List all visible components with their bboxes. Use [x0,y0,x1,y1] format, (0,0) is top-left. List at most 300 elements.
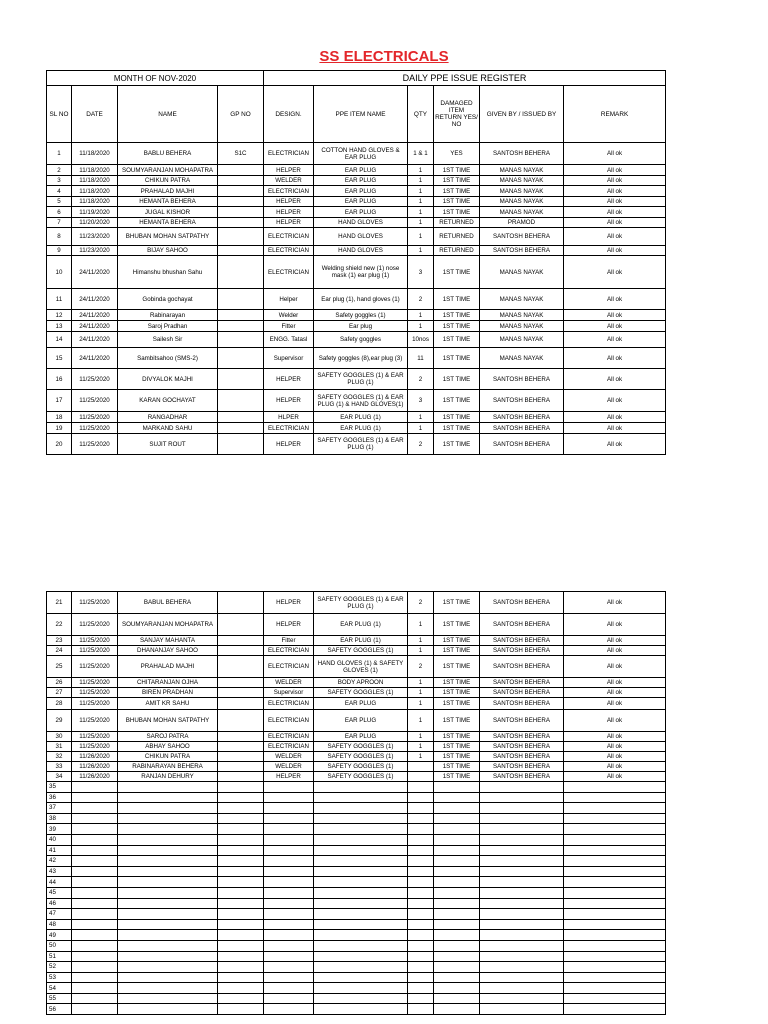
table-cell: SANTOSH BEHERA [480,688,564,698]
table-cell [564,887,666,898]
table-cell: 11/25/2020 [72,390,118,412]
table-cell: 20 [47,434,72,455]
table-cell: Safety goggles (1) [314,310,408,321]
table-cell: SAFETY GOGGLES (1) & EAR PLUG (1) [314,592,408,614]
table-cell: All ok [564,698,666,710]
table-cell: WELDER [264,762,314,772]
table-cell: 1 [408,710,434,732]
table-cell [72,1004,118,1015]
table-cell [218,614,264,636]
table-cell: 1 [408,207,434,218]
table-cell: 11/26/2020 [72,772,118,782]
table-cell: 1ST TIME [434,434,480,455]
table-cell: All ok [564,186,666,197]
table-cell [264,962,314,973]
table-cell: EAR PLUG [314,186,408,197]
table-cell: 1 [408,218,434,228]
table-cell: 54 [47,983,72,994]
table-cell [218,972,264,983]
table-cell [408,1004,434,1015]
table-cell: 4 [47,186,72,197]
table-cell: 1 [408,646,434,656]
table-cell: All ok [564,256,666,289]
table-cell: 1ST TIME [434,636,480,646]
table-cell: Ear plug [314,321,408,332]
empty-table-row [47,972,666,983]
table-cell: 1ST TIME [434,369,480,390]
table-cell [264,940,314,951]
table-cell [564,898,666,909]
table-row [47,228,666,246]
table-cell [564,845,666,856]
table-cell [408,824,434,835]
table-cell: EAR PLUG [314,732,408,742]
table-cell: Helper [264,289,314,310]
table-cell: 1ST TIME [434,732,480,742]
table-cell: 5 [47,197,72,207]
table-cell [408,940,434,951]
table-cell [480,909,564,920]
table-cell: WELDER [264,176,314,186]
table-cell: 1ST TIME [434,412,480,423]
table-cell: SANTOSH BEHERA [480,614,564,636]
table-cell: 43 [47,866,72,877]
empty-table-row [47,951,666,962]
table-cell [218,369,264,390]
table-cell: 56 [47,1004,72,1015]
table-cell: 32 [47,752,72,762]
table-cell: 1 [408,698,434,710]
table-cell: BIREN PRADHAN [118,688,218,698]
column-header: GIVEN BY / ISSUED BY [480,86,564,143]
table-cell: SANTOSH BEHERA [480,423,564,434]
table-cell [218,732,264,742]
table-cell [314,824,408,835]
table-cell: 7 [47,218,72,228]
table-cell: HELPER [264,434,314,455]
table-cell [408,813,434,824]
table-cell [408,845,434,856]
table-cell: SANTOSH BEHERA [480,762,564,772]
table-cell: ELECTRICIAN [264,710,314,732]
table-cell: BODY APROON [314,678,408,688]
table-cell: 35 [47,782,72,793]
table-cell [218,434,264,455]
table-cell [314,877,408,888]
table-cell: Fitter [264,321,314,332]
table-cell: BIJAY SAHOO [118,246,218,256]
table-cell [218,940,264,951]
table-cell: 46 [47,898,72,909]
table-cell [72,824,118,835]
table-cell: HAND GLOVES (1) & SAFETY GLOVES (1) [314,656,408,678]
table-cell [314,803,408,814]
table-cell: All ok [564,614,666,636]
table-cell: 1 [408,732,434,742]
table-cell [480,887,564,898]
table-cell: 18 [47,412,72,423]
page-title: SS ELECTRICALS [319,48,449,65]
column-header: QTY [408,86,434,143]
table-cell: SANTOSH BEHERA [480,636,564,646]
table-cell [314,972,408,983]
table-cell [564,983,666,994]
table-cell: Sambitsahoo (SMS-2) [118,348,218,369]
table-cell: 11/25/2020 [72,412,118,423]
table-cell: 1ST TIME [434,698,480,710]
table-cell [218,742,264,752]
table-cell [564,782,666,793]
table-cell [72,813,118,824]
table-cell [314,792,408,803]
table-cell [218,165,264,176]
table-row [47,332,666,348]
table-cell: EAR PLUG [314,710,408,732]
table-cell: SAFETY GOGGLES (1) & EAR PLUG (1) & HAND GLOVES(1) [314,390,408,412]
table-cell [564,803,666,814]
table-row [47,646,666,656]
table-cell: All ok [564,742,666,752]
table-row [47,423,666,434]
table-cell: 11/25/2020 [72,646,118,656]
table-cell [72,856,118,867]
table-cell: 1ST TIME [434,186,480,197]
table-cell: SAFETY GOGGLES (1) [314,742,408,752]
table-cell [264,909,314,920]
table-row [47,321,666,332]
table-cell: 11/20/2020 [72,218,118,228]
table-row [47,636,666,646]
table-cell [218,310,264,321]
table-cell [408,909,434,920]
table-cell: EAR PLUG (1) [314,636,408,646]
table-cell [480,951,564,962]
table-cell [408,972,434,983]
table-row [47,176,666,186]
table-cell [218,824,264,835]
table-cell [408,919,434,930]
table-cell: 11/26/2020 [72,762,118,772]
table-cell [564,962,666,973]
table-cell [264,930,314,941]
table-cell [564,1004,666,1015]
table-cell [218,423,264,434]
column-header: GP NO [218,86,264,143]
empty-table-row [47,834,666,845]
table-cell [480,782,564,793]
table-cell [218,792,264,803]
table-cell: All ok [564,423,666,434]
table-cell: 1 [408,636,434,646]
table-cell [72,803,118,814]
table-cell: PRAHALAD MAJHI [118,656,218,678]
table-cell [218,176,264,186]
table-cell [408,887,434,898]
table-cell [118,940,218,951]
table-cell [218,698,264,710]
table-cell [118,834,218,845]
table-cell [72,962,118,973]
table-cell [564,866,666,877]
table-cell [218,646,264,656]
table-cell: All ok [564,656,666,678]
table-cell: 1 [408,423,434,434]
table-cell [314,1004,408,1015]
table-cell [480,919,564,930]
table-cell [118,856,218,867]
table-cell [408,993,434,1004]
table-cell: 51 [47,951,72,962]
table-cell: 11/19/2020 [72,207,118,218]
table-cell: 39 [47,824,72,835]
table-cell: HELPER [264,218,314,228]
table-cell: 1ST TIME [434,646,480,656]
table-cell: 1ST TIME [434,310,480,321]
column-header: SL NO [47,86,72,143]
column-header: REMARK [564,86,666,143]
table-cell: 47 [47,909,72,920]
table-cell [218,993,264,1004]
table-cell: Safety goggles [314,332,408,348]
table-cell: 1 [408,614,434,636]
table-cell: Fitter [264,636,314,646]
table-cell [434,845,480,856]
table-cell: SANTOSH BEHERA [480,752,564,762]
table-cell [408,782,434,793]
table-cell: 34 [47,772,72,782]
table-cell [72,887,118,898]
table-cell [480,834,564,845]
table-cell: DIVYALOK MAJHI [118,369,218,390]
table-cell: ELECTRICIAN [264,228,314,246]
table-cell [480,877,564,888]
empty-table-row [47,803,666,814]
table-row [47,289,666,310]
table-cell: SOUMYARANJAN MOHAPATRA [118,165,218,176]
table-cell: 11/18/2020 [72,186,118,197]
table-cell [314,930,408,941]
table-cell [480,792,564,803]
table-row [47,656,666,678]
table-cell [218,636,264,646]
table-cell: 11 [408,348,434,369]
table-cell: 24 [47,646,72,656]
table-cell: 24/11/2020 [72,289,118,310]
table-cell: Saroj Pradhan [118,321,218,332]
empty-table-row [47,866,666,877]
table-cell: EAR PLUG (1) [314,412,408,423]
table-cell: MANAS NAYAK [480,186,564,197]
table-cell: 2 [408,592,434,614]
table-cell [314,951,408,962]
table-cell [118,824,218,835]
table-cell: 11/25/2020 [72,732,118,742]
table-cell [218,782,264,793]
table-cell [264,877,314,888]
table-cell [408,983,434,994]
table-cell: 42 [47,856,72,867]
empty-table-row [47,993,666,1004]
table-cell: All ok [564,434,666,455]
table-cell [434,803,480,814]
empty-table-row [47,824,666,835]
table-cell: RETURNED [434,218,480,228]
table-cell: MANAS NAYAK [480,207,564,218]
table-cell [480,940,564,951]
table-cell [480,898,564,909]
table-cell: 1ST TIME [434,176,480,186]
table-cell: All ok [564,636,666,646]
table-cell: EAR PLUG [314,197,408,207]
table-cell: 16 [47,369,72,390]
table-cell: SANTOSH BEHERA [480,710,564,732]
table-cell: WELDER [264,752,314,762]
table-row [47,143,666,165]
table-cell [314,813,408,824]
table-row [47,434,666,455]
table-cell: 1 [408,321,434,332]
table-cell [218,197,264,207]
table-cell: ELECTRICIAN [264,646,314,656]
ppe-register-table-bottom [46,591,666,1015]
table-cell [314,940,408,951]
table-cell [118,887,218,898]
empty-table-row [47,813,666,824]
table-cell [218,866,264,877]
table-cell: 11/25/2020 [72,369,118,390]
column-header: DATE [72,86,118,143]
table-cell: HELPER [264,369,314,390]
table-cell: EAR PLUG [314,207,408,218]
table-cell [564,909,666,920]
table-row [47,165,666,176]
table-cell [118,792,218,803]
table-cell [218,803,264,814]
table-cell [218,289,264,310]
month-label: MONTH OF NOV-2020 [47,71,264,86]
table-cell: All ok [564,412,666,423]
table-cell: 38 [47,813,72,824]
table-cell: All ok [564,688,666,698]
table-cell: 1 [408,742,434,752]
table-cell [264,856,314,867]
table-cell: 29 [47,710,72,732]
table-cell: All ok [564,762,666,772]
table-cell [118,898,218,909]
empty-table-row [47,919,666,930]
table-cell [72,951,118,962]
table-cell: AMIT KR SAHU [118,698,218,710]
table-cell: HLPER [264,412,314,423]
table-cell [218,983,264,994]
table-cell: COTTON HAND GLOVES & EAR PLUG [314,143,408,165]
table-cell: Welder [264,310,314,321]
table-cell [118,866,218,877]
table-cell [218,752,264,762]
table-cell: 11/25/2020 [72,688,118,698]
table-cell: 13 [47,321,72,332]
table-cell: All ok [564,732,666,742]
table-cell [264,813,314,824]
table-cell: 11/25/2020 [72,614,118,636]
table-cell [480,972,564,983]
ppe-register-table-top [46,70,666,455]
table-cell: EAR PLUG (1) [314,614,408,636]
table-cell: 24/11/2020 [72,310,118,321]
table-cell [218,412,264,423]
table-cell [218,332,264,348]
table-cell [264,1004,314,1015]
table-cell [564,972,666,983]
table-cell [314,866,408,877]
table-row [47,742,666,752]
table-cell [218,678,264,688]
table-cell [264,919,314,930]
table-cell [218,909,264,920]
table-cell: Supervisor [264,688,314,698]
table-cell: RABINARAYAN BEHERA [118,762,218,772]
table-cell [434,834,480,845]
table-cell: 10nos [408,332,434,348]
table-cell: SAFETY GOGGLES (1) [314,752,408,762]
table-cell: 2 [408,434,434,455]
table-cell [264,834,314,845]
table-cell [218,845,264,856]
table-row [47,732,666,742]
table-cell [480,993,564,1004]
table-cell: SOUMYARANJAN MOHAPATRA [118,614,218,636]
table-cell: All ok [564,289,666,310]
table-cell: 6 [47,207,72,218]
table-cell: SAFETY GOGGLES (1) & EAR PLUG (1) [314,434,408,455]
table-cell [72,919,118,930]
table-cell: MANAS NAYAK [480,289,564,310]
table-cell: PRAMOD [480,218,564,228]
table-cell: Himanshu bhushan Sahu [118,256,218,289]
table-cell: 1ST TIME [434,256,480,289]
table-cell: CHIKUN PATRA [118,176,218,186]
table-cell: 1 [408,165,434,176]
table-cell: 1ST TIME [434,348,480,369]
table-cell [218,321,264,332]
table-cell: 33 [47,762,72,772]
table-cell: MANAS NAYAK [480,165,564,176]
table-cell: 1ST TIME [434,197,480,207]
table-cell [264,887,314,898]
table-row [47,218,666,228]
table-cell [264,782,314,793]
table-cell: 3 [408,256,434,289]
table-cell: MANAS NAYAK [480,321,564,332]
table-cell [408,772,434,782]
table-cell [118,877,218,888]
table-cell: HELPER [264,197,314,207]
table-cell: 21 [47,592,72,614]
table-cell: SANTOSH BEHERA [480,246,564,256]
table-cell: 2 [408,656,434,678]
table-cell [72,792,118,803]
table-cell: 49 [47,930,72,941]
table-cell: All ok [564,207,666,218]
table-cell: All ok [564,592,666,614]
table-cell: All ok [564,678,666,688]
table-cell [218,256,264,289]
table-cell: 44 [47,877,72,888]
table-cell: Supervisor [264,348,314,369]
table-cell: YES [434,143,480,165]
table-cell [118,813,218,824]
table-cell: 9 [47,246,72,256]
